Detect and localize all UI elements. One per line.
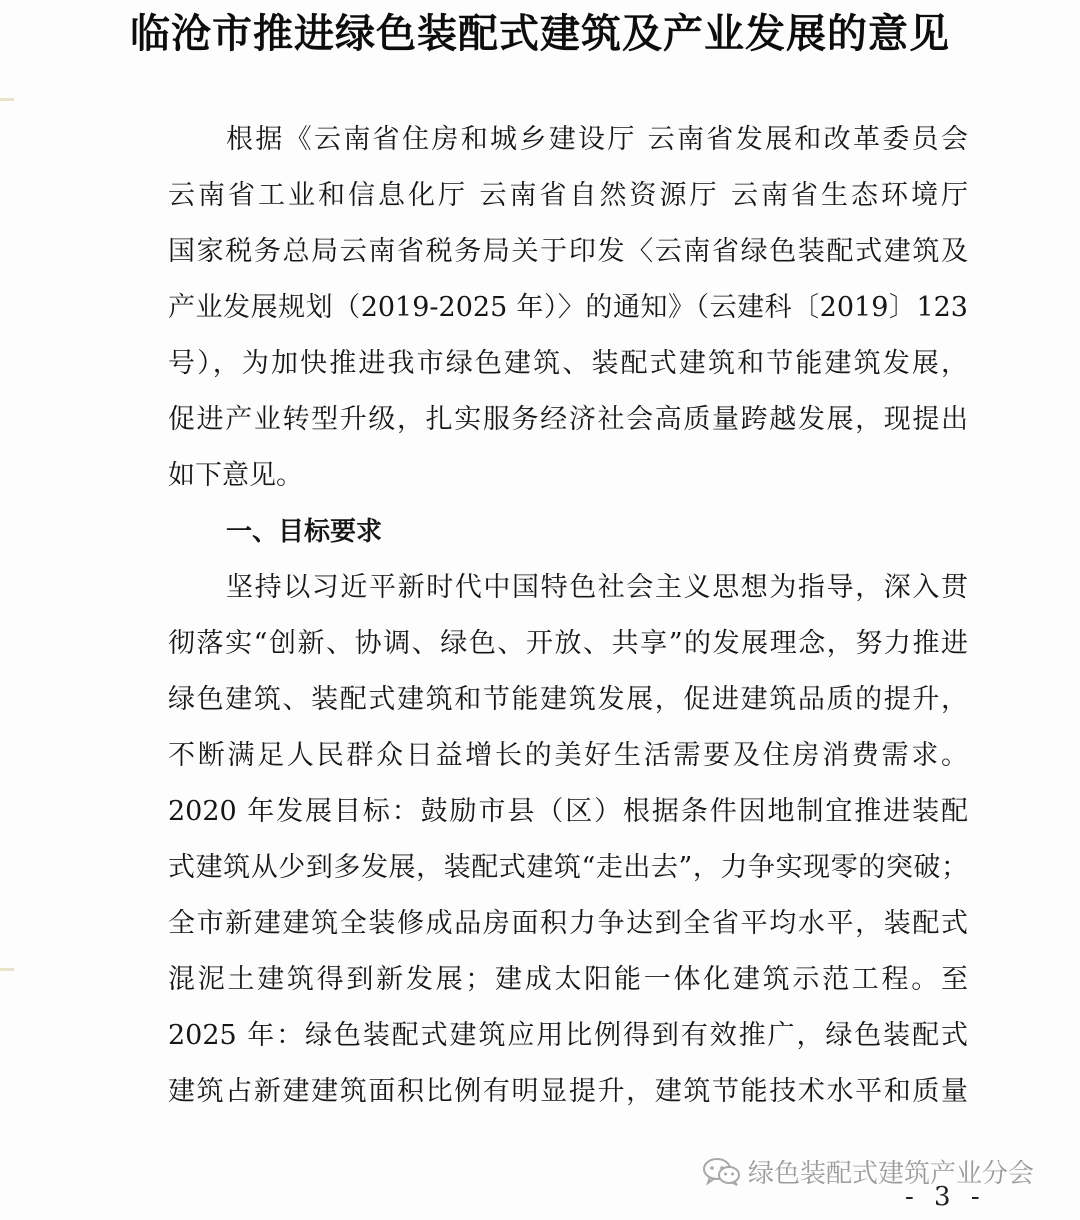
text-line: 产业发展规划（2019-2025 年）〉的通知》（云建科〔2019〕123 — [168, 292, 968, 323]
text-line: 促进产业转型升级，扎实服务经济社会高质量跨越发展，现提出 — [168, 404, 968, 435]
document-body — [168, 112, 968, 1120]
text-line: 绿色建筑、装配式建筑和节能建筑发展，促进建筑品质的提升， — [168, 684, 968, 715]
watermark-text: 绿色装配式建筑产业分会 — [748, 1159, 1035, 1189]
text-line: 彻落实“创新、协调、绿色、开放、共享”的发展理念，努力推进 — [168, 628, 968, 659]
text-line: 号），为加快推进我市绿色建筑、装配式建筑和节能建筑发展， — [168, 348, 968, 379]
text-line: 式建筑从少到多发展，装配式建筑“走出去”，力争实现零的突破； — [168, 852, 968, 883]
wechat-icon — [702, 1157, 742, 1187]
text-line: 2020 年发展目标：鼓励市县（区）根据条件因地制宜推进装配 — [168, 796, 968, 827]
text-line: 国家税务总局云南省税务局关于印发〈云南省绿色装配式建筑及 — [168, 236, 968, 267]
paragraph-1 — [168, 112, 968, 504]
text-line: 坚持以习近平新时代中国特色社会主义思想为指导，深入贯 — [226, 572, 968, 603]
text-line: 全市新建建筑全装修成品房面积力争达到全省平均水平，装配式 — [168, 908, 968, 939]
paragraph-2 — [168, 560, 968, 1120]
text-line: 云南省工业和信息化厅 云南省自然资源厅 云南省生态环境厅 — [168, 180, 968, 211]
page-number: - 3 - — [905, 1182, 986, 1212]
text-line: 建筑占新建建筑面积比例有明显提升，建筑节能技术水平和质量 — [168, 1076, 968, 1107]
text-line: 混泥土建筑得到新发展；建成太阳能一体化建筑示范工程。至 — [168, 964, 968, 995]
text-line: 根据《云南省住房和城乡建设厅 云南省发展和改革委员会 — [226, 124, 968, 155]
scan-edge-mark — [0, 98, 14, 101]
scan-edge-mark — [0, 968, 14, 971]
text-line: 不断满足人民群众日益增长的美好生活需要及住房消费需求。 — [168, 740, 968, 771]
text-line: 如下意见。 — [168, 460, 303, 491]
document-title: 临沧市推进绿色装配式建筑及产业发展的意见 — [130, 11, 950, 57]
section-heading: 一、目标要求 — [226, 517, 383, 547]
text-line: 2025 年：绿色装配式建筑应用比例得到有效推广，绿色装配式 — [168, 1020, 968, 1051]
